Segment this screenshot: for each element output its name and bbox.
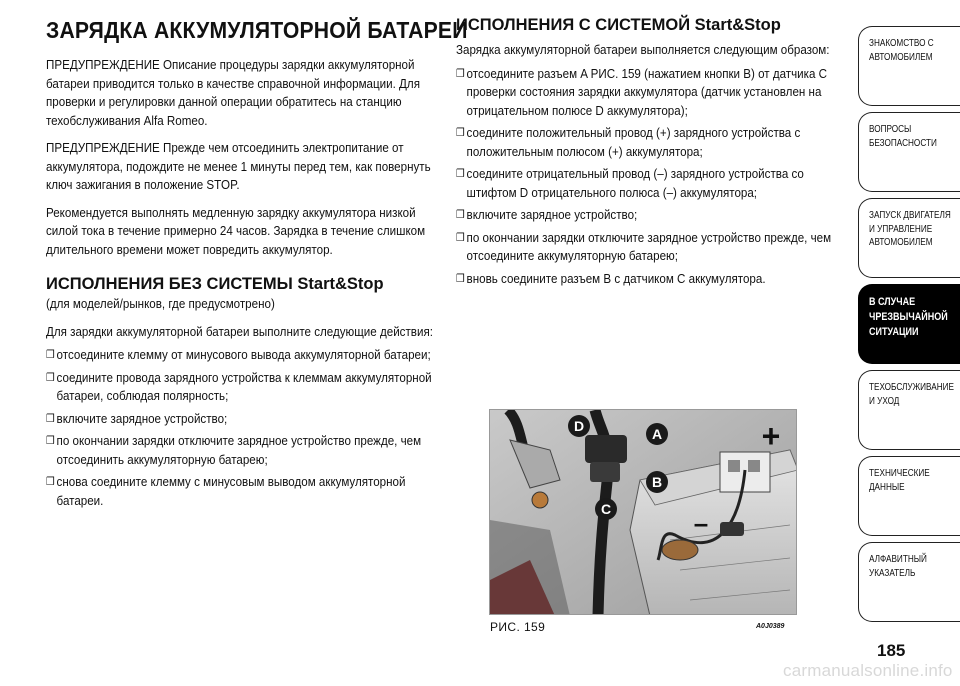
battery-figure	[489, 409, 797, 615]
list-item: ❒ соедините отрицательный провод (–) зарядного устройства со штифтом D отрицательного полюса (–) аккумулятора;	[456, 165, 849, 202]
tab-index[interactable]: АЛФАВИТНЫЙ УКАЗАТЕЛЬ	[858, 542, 960, 622]
chapter-tabs	[858, 26, 960, 628]
list-item: ❒ по окончании зарядки отключите зарядное устройство прежде, чем отсоедините аккумуляторную батарею;	[456, 229, 849, 266]
checkbox-bullet-icon: ❒	[46, 371, 55, 384]
minus-symbol: –	[693, 508, 709, 538]
checkbox-bullet-icon: ❒	[456, 168, 465, 180]
battery-illustration	[490, 410, 797, 615]
svg-text:D: D	[573, 418, 585, 434]
tab-maintenance[interactable]: ТЕХОБСЛУЖИВАНИЕ И УХОД	[858, 370, 960, 450]
checkbox-bullet-icon: ❒	[46, 412, 55, 425]
list-item: ❒ соедините провода зарядного устройства к клеммам аккумуляторной батареи, соблюдая полярность;	[46, 369, 447, 406]
right-column	[456, 14, 848, 292]
checkbox-bullet-icon: ❒	[46, 476, 55, 488]
section-intro: Для зарядки аккумуляторной батареи выполните следующие действия:	[46, 323, 433, 339]
page-number: 185	[877, 641, 906, 660]
tab-safety[interactable]: ВОПРОСЫ БЕЗОПАСНОСТИ	[858, 112, 960, 192]
tab-technical-data[interactable]: ТЕХНИЧЕСКИЕ ДАННЫЕ	[858, 456, 960, 536]
label-b-icon	[646, 471, 668, 493]
svg-text:C: C	[600, 501, 612, 517]
label-a-icon	[646, 423, 668, 445]
tab-emergency[interactable]: В СЛУЧАЕ ЧРЕЗВЫЧАЙНОЙ СИТУАЦИИ	[858, 284, 960, 364]
list-item: ❒ включите зарядное устройство;	[456, 206, 849, 225]
list-item: ❒ снова соедините клемму с минусовым выводом аккумуляторной батареи.	[46, 473, 447, 510]
checkbox-bullet-icon: ❒	[456, 127, 465, 139]
svg-text:B: B	[651, 474, 663, 490]
checkbox-bullet-icon: ❒	[46, 349, 55, 361]
svg-text:A: A	[651, 426, 663, 442]
list-item: ❒ отсоедините разъем A РИС. 159 (нажатием кнопки B) от датчика C проверки состояния зарядки аккумулятора (датчик установлен на отрицательном полюсе D аккумулятора);	[456, 65, 849, 121]
tab-intro[interactable]: ЗНАКОМСТВО С АВТОМОБИЛЕМ	[858, 26, 960, 106]
section-heading-no-startstop: ИСПОЛНЕНИЯ БЕЗ СИСТЕМЫ Start&Stop	[46, 275, 384, 293]
warning-paragraph-2: ПРЕДУПРЕЖДЕНИЕ Прежде чем отсоединить электропитание от аккумулятора, подождите не менее 1 минуты перед тем, как повернуть ключ зажигания в положение STOP.	[46, 140, 431, 192]
list-item: ❒ отсоедините клемму от минусового вывода аккумуляторной батареи;	[46, 346, 447, 365]
label-c-icon	[595, 498, 617, 520]
recommendation-paragraph: Рекомендуется выполнять медленную зарядку аккумулятора низкой силой тока в течение примерно 24 часов. Зарядка в течение слишком длительного времени может повредить аккумулятор.	[46, 204, 426, 257]
warning-paragraph-1: ПРЕДУПРЕЖДЕНИЕ Описание процедуры зарядки аккумуляторной батареи приводится только в качестве справочной информации. Для проверки и регулировки данной операции обратитесь на станцию техобслуживания Alfa Romeo.	[46, 57, 420, 128]
list-item: ❒ вновь соедините разъем B с датчиком C аккумулятора.	[456, 270, 849, 289]
list-item: ❒ по окончании зарядки отключите зарядное устройство прежде, чем отсоединить аккумуляторную батарею;	[46, 432, 447, 469]
checkbox-bullet-icon: ❒	[456, 272, 465, 285]
figure-code: A0J0389	[756, 623, 785, 630]
watermark: carmanualsonline.info	[783, 661, 953, 680]
page-title: ЗАРЯДКА АККУМУЛЯТОРНОЙ БАТАРЕИ	[46, 17, 468, 43]
figure-caption: РИС. 159	[490, 620, 546, 634]
checkbox-bullet-icon: ❒	[456, 67, 465, 80]
section-subheading: (для моделей/рынков, где предусмотрено)	[46, 296, 275, 311]
checkbox-bullet-icon: ❒	[46, 435, 55, 447]
plus-symbol: +	[761, 418, 781, 454]
section-intro: Зарядка аккумуляторной батареи выполняется следующим образом:	[456, 42, 830, 57]
left-column	[46, 14, 468, 514]
list-item: ❒ соедините положительный провод (+) зарядного устройства с положительным полюсом (+) аккумулятора;	[456, 124, 849, 161]
tab-starting-driving[interactable]: ЗАПУСК ДВИГАТЕЛЯ И УПРАВЛЕНИЕ АВТОМОБИЛЕМ	[858, 198, 960, 278]
list-item: ❒ включите зарядное устройство;	[46, 410, 447, 429]
checkbox-bullet-icon: ❒	[456, 209, 465, 221]
section-heading-startstop: ИСПОЛНЕНИЯ С СИСТЕМОЙ Start&Stop	[456, 16, 781, 34]
checkbox-bullet-icon: ❒	[456, 231, 465, 244]
label-d-icon	[568, 415, 590, 437]
